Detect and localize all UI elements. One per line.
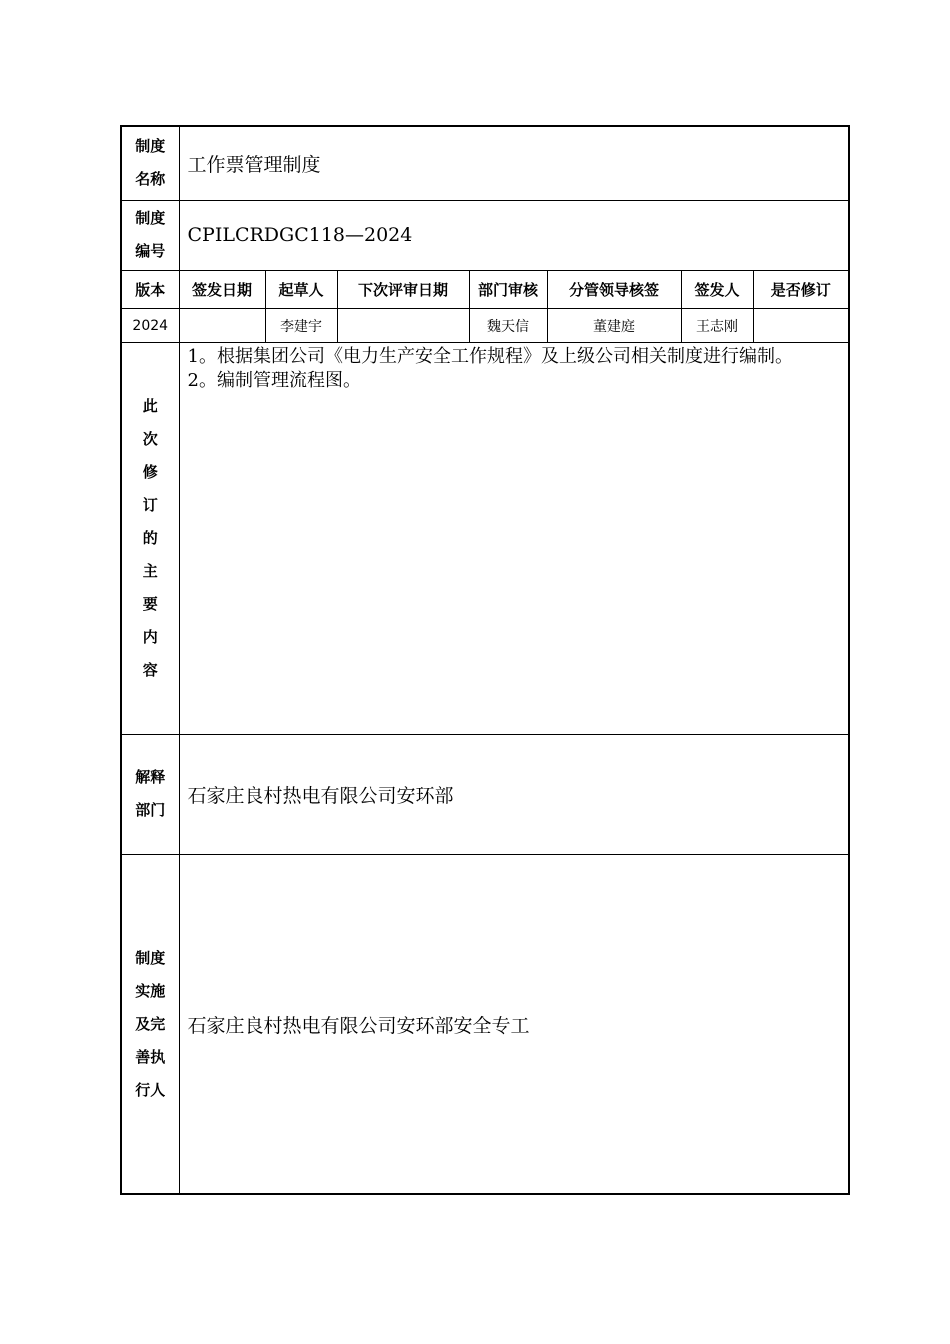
name-row	[121, 126, 849, 200]
value-dept-review: 魏天信	[469, 309, 547, 343]
header-revised: 是否修订	[753, 271, 849, 309]
executor-value: 石家庄良村热电有限公司安环部安全专工	[179, 855, 849, 1194]
revision-item: 1。根据集团公司《电力生产安全工作规程》及上级公司相关制度进行编制。	[187, 346, 793, 368]
header-version: 版本	[121, 271, 179, 309]
revision-row	[121, 343, 849, 734]
value-row	[121, 309, 849, 343]
value-issue-date	[179, 309, 265, 343]
revision-content	[179, 343, 849, 734]
system-code-value: CPILCRDGC118—2024	[179, 200, 849, 270]
interpreting-dept-label: 解释 部门	[121, 734, 179, 854]
header-leader-review: 分管领导核签	[547, 271, 681, 309]
value-issuer: 王志刚	[681, 309, 753, 343]
header-drafter: 起草人	[265, 271, 337, 309]
value-leader-review: 董建庭	[547, 309, 681, 343]
revision-item: 2。编制管理流程图。	[187, 370, 361, 392]
value-next-review	[337, 309, 469, 343]
header-issuer: 签发人	[681, 271, 753, 309]
header-row	[121, 271, 849, 309]
header-next-review: 下次评审日期	[337, 271, 469, 309]
system-name-value: 工作票管理制度	[179, 126, 849, 200]
system-code-label: 制度 编号	[121, 200, 179, 270]
value-version: 2024	[121, 309, 179, 343]
dept-row	[121, 734, 849, 854]
code-row	[121, 200, 849, 270]
value-drafter: 李建宇	[265, 309, 337, 343]
revision-content-label: 此 次 修 订 的 主 要 内 容	[121, 343, 179, 734]
executor-row	[121, 855, 849, 1194]
value-revised	[753, 309, 849, 343]
header-issue-date: 签发日期	[179, 271, 265, 309]
executor-label: 制度 实施 及完 善执 行人	[121, 855, 179, 1194]
header-dept-review: 部门审核	[469, 271, 547, 309]
regulation-form	[120, 125, 850, 1195]
interpreting-dept-value: 石家庄良村热电有限公司安环部	[179, 734, 849, 854]
system-name-label: 制度 名称	[121, 126, 179, 200]
